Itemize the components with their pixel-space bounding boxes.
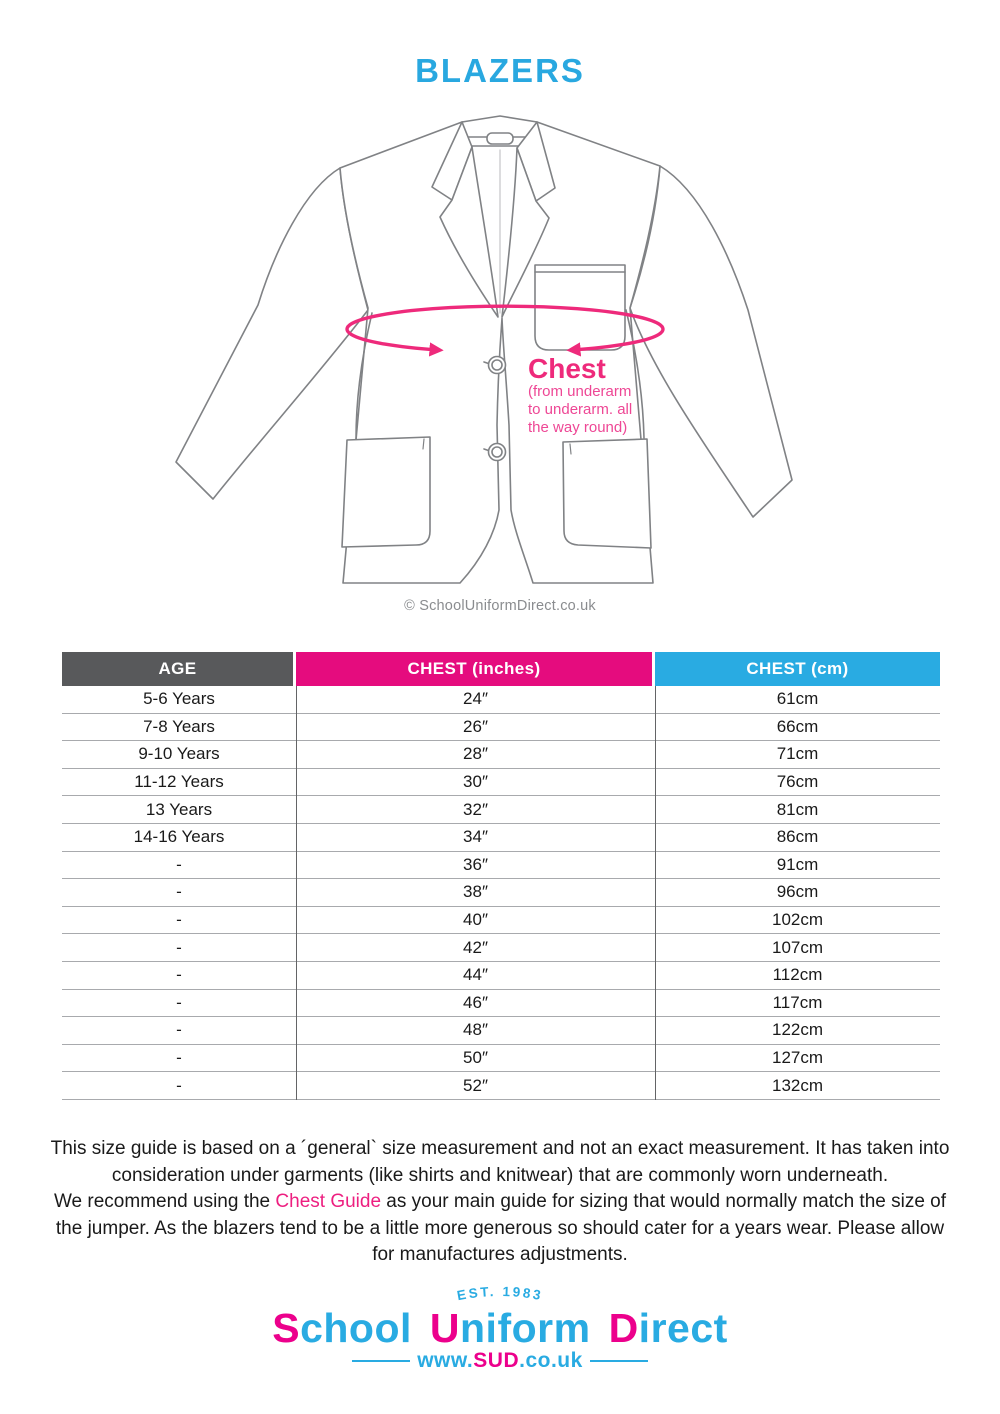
logo-word <box>430 1305 591 1351</box>
table-row <box>62 934 940 962</box>
chest-label: Chest <box>528 353 606 384</box>
age-cell: - <box>176 992 182 1012</box>
logo-word <box>609 1305 728 1351</box>
column-divider-2 <box>655 686 656 1100</box>
hanger-loop <box>487 133 513 144</box>
pocket-left <box>342 437 430 547</box>
svg-text:EST. 1983 <box>456 1284 545 1303</box>
chest-cm-cell: 66cm <box>776 716 819 736</box>
table-row <box>62 990 940 1018</box>
chest-sub-line-3: the way round) <box>528 419 628 436</box>
age-cell: 7-8 Years <box>143 716 215 736</box>
pocket-right <box>563 439 651 548</box>
established-text: EST. 1983 <box>455 1283 545 1304</box>
chest-guide-highlight: Chest Guide <box>275 1191 382 1212</box>
table-row <box>62 1017 940 1045</box>
logo-word-rest: chool <box>300 1305 412 1351</box>
age-cell: 14-16 Years <box>133 827 225 847</box>
website-couk: .co.uk <box>519 1349 583 1372</box>
chest-inches-cell: 46″ <box>463 992 488 1012</box>
age-cell: 5-6 Years <box>143 689 215 709</box>
table-row <box>62 852 940 880</box>
chest-cm-cell: 117cm <box>772 992 823 1012</box>
chest-cm-cell: 112cm <box>772 965 823 985</box>
age-cell: 9-10 Years <box>138 744 220 764</box>
sleeve-left <box>176 168 368 499</box>
age-cell: - <box>176 965 182 985</box>
table-row <box>62 824 940 852</box>
age-cell: - <box>176 937 182 957</box>
chest-cm-cell: 122cm <box>771 1020 824 1040</box>
chest-cm-cell: 81cm <box>776 799 819 819</box>
chest-inches-cell: 38″ <box>463 882 488 902</box>
header-age: AGE <box>62 652 296 686</box>
website-divider-left <box>352 1360 410 1363</box>
website-url <box>417 1349 583 1373</box>
size-notes <box>45 1136 955 1269</box>
age-cell: - <box>176 1075 182 1095</box>
age-cell: 11-12 Years <box>134 772 224 792</box>
column-divider-1 <box>296 686 297 1100</box>
table-row <box>62 1072 940 1100</box>
chest-inches-cell: 28″ <box>463 744 488 764</box>
age-cell: - <box>176 1020 182 1040</box>
logo-word-lead: D <box>608 1305 639 1351</box>
copyright-text: © SchoolUniformDirect.co.uk <box>404 598 596 614</box>
note-text: as your main guide for sizing that would normally match the size of the jumper. As the blazers tend to be a little more generous so should cater for a years wear. Please allow for manufactures adjustments. <box>55 1191 947 1265</box>
chest-inches-cell: 34″ <box>463 827 488 847</box>
logo-word-rest: niform <box>460 1305 591 1351</box>
page-title: BLAZERS <box>415 52 585 89</box>
chest-cm-cell: 127cm <box>771 1048 824 1068</box>
website-sud: SUD <box>473 1349 520 1372</box>
header-chest-cm: CHEST (cm) <box>655 652 940 686</box>
chest-cm-cell: 86cm <box>776 827 819 847</box>
age-cell: 13 Years <box>145 799 213 819</box>
table-header-row <box>62 652 940 686</box>
chest-sub-line-1: (from underarm <box>528 383 632 400</box>
chest-inches-cell: 44″ <box>463 965 488 985</box>
age-cell: - <box>176 854 182 874</box>
table-row <box>62 741 940 769</box>
chest-sub-line-2: to underarm. all <box>528 401 633 418</box>
logo-word-rest: irect <box>638 1305 728 1351</box>
table-row <box>62 796 940 824</box>
age-cell: - <box>176 910 182 930</box>
brand-logo <box>0 1278 1000 1373</box>
chest-cm-cell: 91cm <box>776 854 819 874</box>
note-paragraph-1: This size guide is based on a ´general` size measurement and not an exact measurement. It has taken into consideration under garments (like shirts and knitwear) that are commonly worn underneath. <box>50 1138 950 1186</box>
table-row <box>62 907 940 935</box>
table-row <box>62 769 940 797</box>
chest-inches-cell: 50″ <box>463 1048 488 1068</box>
chest-cm-cell: 96cm <box>776 882 819 902</box>
logo-word <box>272 1305 412 1351</box>
sleeve-right <box>630 166 792 517</box>
chest-cm-cell: 71cm <box>776 744 819 764</box>
chest-cm-cell: 102cm <box>771 910 824 930</box>
table-row <box>62 879 940 907</box>
note-paragraph-2 <box>45 1189 955 1269</box>
logo-website-row <box>0 1349 1000 1373</box>
chest-inches-cell: 30″ <box>463 772 488 792</box>
chest-cm-cell: 61cm <box>776 689 819 709</box>
chest-cm-cell: 76cm <box>776 772 819 792</box>
size-table <box>62 652 940 1100</box>
age-cell: - <box>176 882 182 902</box>
chest-cm-cell: 132cm <box>771 1075 824 1095</box>
chest-inches-cell: 48″ <box>463 1020 488 1040</box>
logo-wordmark <box>0 1305 1000 1351</box>
note-text: We recommend using the <box>53 1191 276 1212</box>
table-row <box>62 714 940 742</box>
logo-word-lead: S <box>272 1305 301 1351</box>
table-row <box>62 686 940 714</box>
table-row <box>62 962 940 990</box>
blazer-diagram <box>0 95 1000 610</box>
website-www: www. <box>417 1349 474 1372</box>
header-chest-inches: CHEST (inches) <box>296 652 655 686</box>
chest-inches-cell: 32″ <box>463 799 488 819</box>
chest-inches-cell: 42″ <box>463 937 488 957</box>
table-body <box>62 686 940 1100</box>
chest-inches-cell: 36″ <box>463 854 488 874</box>
chest-inches-cell: 26″ <box>463 716 488 736</box>
chest-inches-cell: 40″ <box>463 910 488 930</box>
chest-inches-cell: 52″ <box>463 1075 488 1095</box>
table-row <box>62 1045 940 1073</box>
logo-word-lead: U <box>429 1305 461 1351</box>
chest-inches-cell: 24″ <box>463 689 488 709</box>
website-divider-right <box>590 1360 648 1363</box>
age-cell: - <box>176 1048 182 1068</box>
chest-cm-cell: 107cm <box>771 937 824 957</box>
